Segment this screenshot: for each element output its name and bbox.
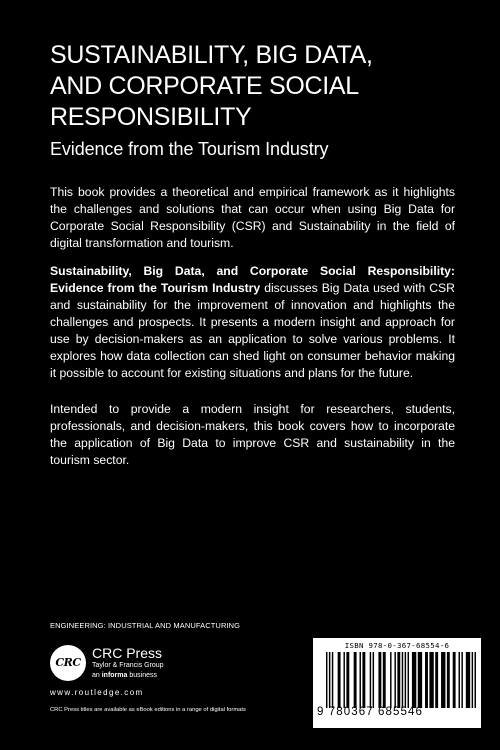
- informa-prefix: an: [92, 672, 102, 679]
- barcode-bar: [390, 652, 391, 708]
- blurb: [50, 184, 455, 480]
- barcode-panel: [313, 638, 481, 728]
- barcode-bar: [394, 652, 395, 708]
- crc-logo-icon: [50, 645, 86, 681]
- barcode-bar: [412, 652, 416, 708]
- barcode-bar: [447, 652, 450, 708]
- blurb-paragraph-2: [50, 263, 455, 382]
- blurb-paragraph-2-text: discusses Big Data used with CSR and sustainability for the improvement of innovation and highlights the challenges and prospects. It presents a modern insight and approach for use by decision-makers as an application to solve various problems. It explores how data collection can shed light on consumer behavior making it possible to account for existing situations and plans for the future.: [50, 281, 455, 380]
- title-line-3: RESPONSIBILITY: [50, 103, 252, 131]
- barcode-bar: [343, 652, 344, 708]
- blurb-title-bold: Sustainability, Big Data, and Corporate Social Responsibility: Evidence from the Tourism Industry: [50, 264, 455, 295]
- barcode-bar: [383, 652, 386, 708]
- ebook-note: CRC Press titles are available as eBook editions in a range of digital formats: [50, 707, 246, 713]
- barcode-bar: [360, 652, 361, 708]
- book-subtitle: Evidence from the Tourism Industry: [50, 139, 329, 159]
- publisher-group: Taylor & Francis Group: [92, 662, 164, 669]
- barcode-bar: [326, 652, 327, 708]
- barcode-bar: [373, 652, 374, 708]
- barcode-bars: [326, 652, 476, 708]
- barcode-bar: [397, 652, 400, 708]
- barcode-bar: [370, 652, 371, 708]
- isbn-label: ISBN 978-0-367-68554-6: [344, 641, 450, 650]
- barcode-bar: [405, 652, 406, 708]
- barcode-bar: [418, 652, 422, 708]
- title-line-1: SUSTAINABILITY, BIG DATA,: [50, 41, 373, 69]
- barcode-bar: [332, 652, 333, 708]
- blurb-paragraph-3: Intended to provide a modern insight for researchers, students, professionals, and decision-makers, this book covers how to incorporate the application of Big Data to improve CSR and sustainability in the tourism sector.: [50, 402, 455, 467]
- informa-tagline: [92, 672, 157, 679]
- barcode-bar: [402, 652, 403, 708]
- informa-suffix: business: [127, 672, 157, 679]
- barcode-bar: [435, 652, 438, 708]
- barcode-bar: [453, 652, 456, 708]
- barcode-bar: [461, 652, 462, 708]
- publisher-name: CRC Press: [92, 645, 163, 661]
- publisher-logo: [50, 645, 250, 685]
- barcode-bar: [408, 652, 409, 708]
- barcode-bar: [459, 652, 460, 708]
- title-line-2: AND CORPORATE SOCIAL: [50, 72, 359, 100]
- barcode-bar: [466, 652, 470, 708]
- barcode-bar: [475, 652, 476, 708]
- barcode-bar: [329, 652, 330, 708]
- barcode-bar: [378, 652, 381, 708]
- informa-brand: informa: [101, 672, 128, 679]
- book-title: [50, 40, 470, 133]
- barcode-bar: [338, 652, 341, 708]
- barcode-bar: [429, 652, 433, 708]
- barcode-bar: [346, 652, 349, 708]
- barcode-bar: [441, 652, 445, 708]
- blurb-paragraph-1: This book provides a theoretical and empirical framework as it highlights the challenges and solutions that can occur when using Big Data for Corporate Social Responsibility (CSR) and Sustainability in the field of digital transformation and tourism.: [50, 185, 455, 250]
- barcode-bar: [472, 652, 473, 708]
- barcode-bar: [354, 652, 357, 708]
- barcode-bar: [425, 652, 428, 708]
- barcode-bar: [362, 652, 365, 708]
- crc-logo-text: CRC: [55, 656, 81, 669]
- subject-category: ENGINEERING: INDUSTRIAL AND MANUFACTURING: [50, 621, 241, 630]
- publisher-website[interactable]: www.routledge.com: [50, 688, 144, 697]
- barcode-digits: 9 780367 685546: [317, 706, 424, 718]
